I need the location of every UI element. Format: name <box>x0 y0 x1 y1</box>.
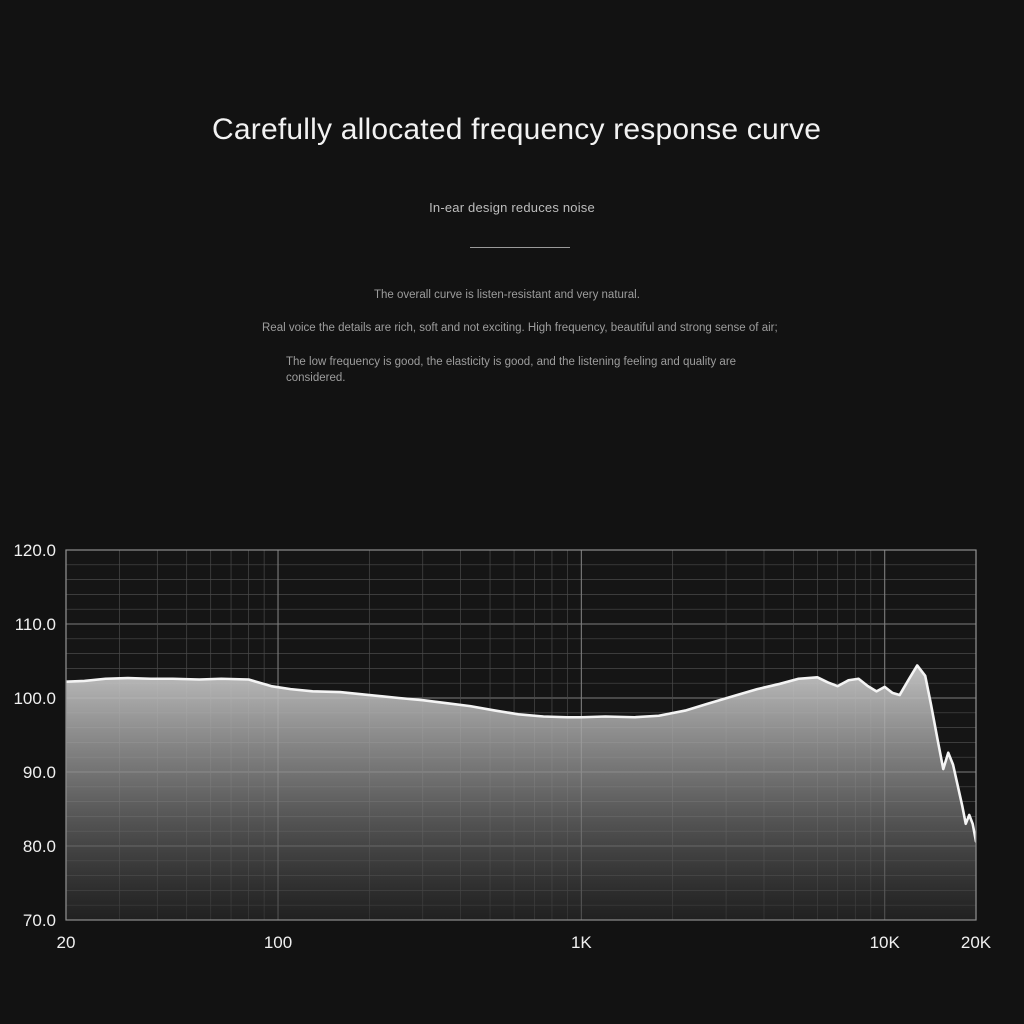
y-axis-tick-label: 120.0 <box>13 541 56 560</box>
description-line-1: The overall curve is listen-resistant and very natural. <box>374 289 640 301</box>
divider <box>470 247 570 248</box>
y-axis-tick-label: 100.0 <box>13 689 56 708</box>
chart-canvas <box>0 520 1024 960</box>
frequency-response-chart <box>0 520 1024 960</box>
y-axis-tick-label: 90.0 <box>22 763 56 782</box>
page-subtitle: In-ear design reduces noise <box>429 200 595 215</box>
x-axis-tick-label: 20K <box>960 933 992 952</box>
page-title: Carefully allocated frequency response curve <box>212 113 822 146</box>
x-axis-labels <box>57 933 992 952</box>
y-axis-tick-label: 70.0 <box>22 911 56 930</box>
x-axis-tick-label: 1K <box>570 933 592 952</box>
x-axis-tick-label: 10K <box>869 933 900 952</box>
description-line-3: The low frequency is good, the elasticity is good, and the listening feeling and quality are considered. <box>286 356 737 384</box>
x-axis-tick-label: 100 <box>263 933 293 952</box>
y-axis-tick-label: 80.0 <box>22 837 56 856</box>
x-axis-tick-label: 20 <box>56 933 76 952</box>
y-axis-tick-label: 110.0 <box>14 615 56 634</box>
description-line-2: Real voice the details are rich, soft and not exciting. High frequency, beautiful and strong sense of air; <box>262 322 778 334</box>
y-axis-labels <box>13 541 56 930</box>
